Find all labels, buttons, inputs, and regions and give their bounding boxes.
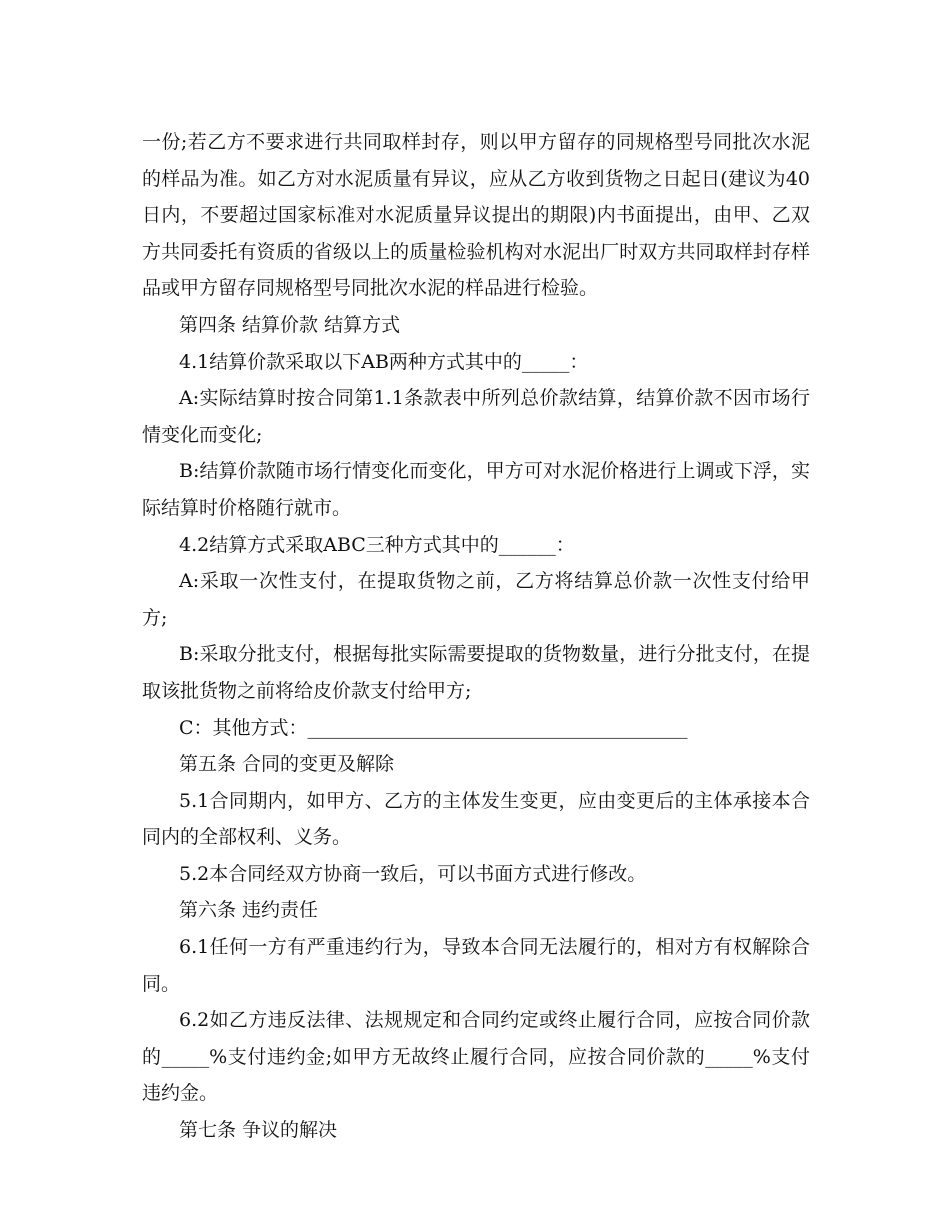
clause-5-2: 5.2本合同经双方协商一致后，可以书面方式进行修改。 [179,862,647,885]
clause-5-1: 5.1合同期内，如甲方、乙方的主体发生变更，应由变更后的主体承接本合同内的全部权利、义务。 [142,789,810,849]
clause-4-2-option-b: B:采取分批支付，根据每批实际需要提取的货物数量，进行分批支付，在提取该批货物之前将给皮价款支付给甲方; [142,643,810,702]
article-6-heading: 第六条 违约责任 [179,899,319,922]
article-4-heading: 第四条 结算价款 结算方式 [179,313,401,336]
paragraph-sample-inspection: 一份;若乙方不要求进行共同取样封存，则以甲方留存的同规格型号同批次水泥的样品为准。如乙方对水泥质量有异议，应从乙方收到货物之日起日(建议为40日内，不要超过国家标准对水泥质量异议提出的期限)内书面提出，由甲、乙双方共同委托有资质的省级以上的质量检验机构对水泥出厂时双方共同取样封存样品或甲方留存同规格型号同批次水泥的样品进行检验。 [142,131,810,300]
article-7-heading: 第七条 争议的解决 [179,1119,338,1142]
clause-6-2: 6.2如乙方违反法律、法规规定和合同约定或终止履行合同，应按合同价款的_____%支付违约金;如甲方无故终止履行合同，应按合同价款的_____%支付违约金。 [142,1009,810,1105]
clause-4-2-option-a: A:采取一次性支付，在提取货物之前，乙方将结算总价款一次性支付给甲方; [142,570,810,629]
document-page [142,124,810,1149]
clause-4-2-option-c: C：其他方式：________________________________________ [179,716,688,739]
clause-4-1-option-b: B:结算价款随市场行情变化而变化，甲方可对水泥价格进行上调或下浮，实际结算时价格随行就市。 [142,460,810,519]
clause-6-1: 6.1任何一方有严重违约行为，导致本合同无法履行的，相对方有权解除合同。 [142,936,810,995]
clause-4-1: 4.1结算价款采取以下AB两种方式其中的_____： [179,350,589,373]
clause-4-2: 4.2结算方式采取ABC三种方式其中的______： [179,533,575,556]
clause-4-1-option-a: A:实际结算时按合同第1.1条款表中所列总价款结算，结算价款不因市场行情变化而变化; [142,387,810,446]
article-5-heading: 第五条 合同的变更及解除 [179,753,395,776]
